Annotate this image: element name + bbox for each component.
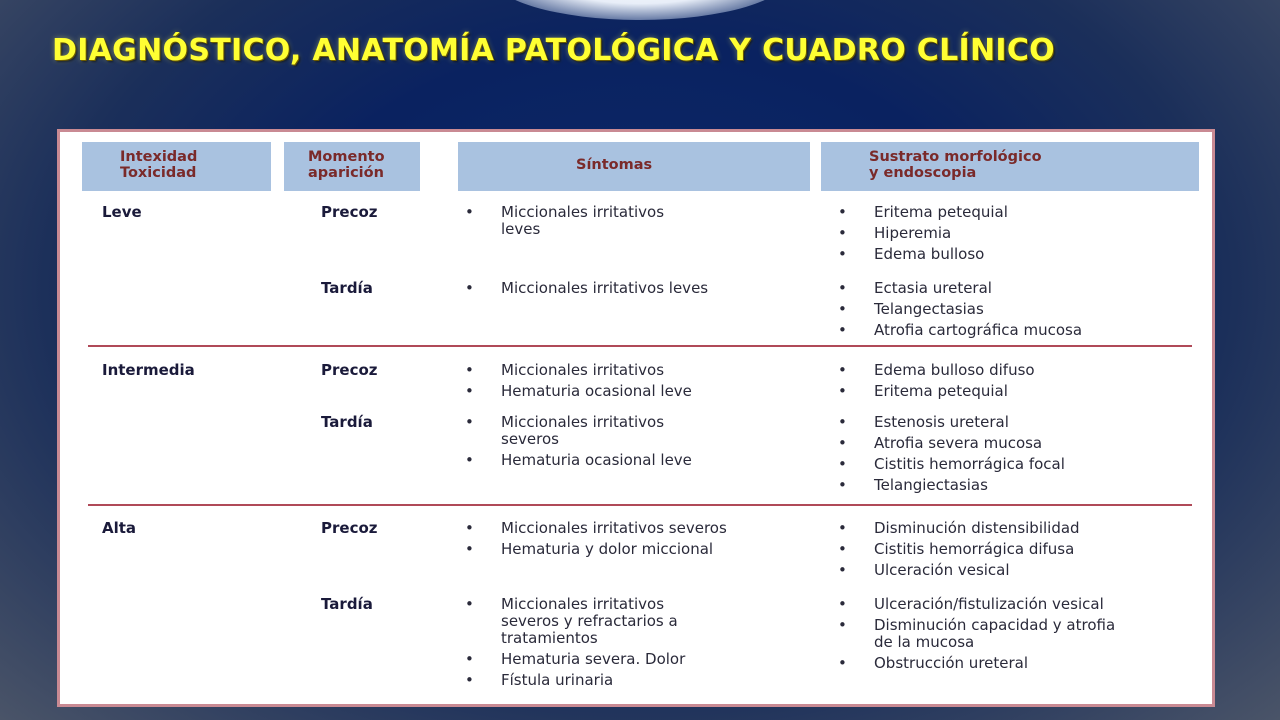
findings-list <box>838 520 1198 583</box>
list-item: • Miccionales irritativos severos y refractarios a tratamientos <box>465 596 805 647</box>
row-separator <box>88 345 1192 347</box>
list-item: • Telangectasias <box>838 301 1198 318</box>
header-symptoms-text: Síntomas <box>576 157 653 173</box>
moment-label: Tardía <box>321 279 373 297</box>
list-item: • Cistitis hemorrágica difusa <box>838 541 1198 558</box>
top-light-glow <box>490 0 790 20</box>
findings-list <box>838 596 1208 676</box>
list-item: • Hematuria y dolor miccional <box>465 541 805 558</box>
header-symptoms <box>458 142 810 191</box>
header-intensity-line2: Toxicidad <box>120 165 197 181</box>
header-substrate-line2: y endoscopia <box>869 165 977 181</box>
header-moment-line1: Momento <box>308 149 385 165</box>
list-item: • Miccionales irritativos severos <box>465 414 805 448</box>
findings-list <box>838 204 1198 267</box>
symptoms-list <box>465 280 805 301</box>
list-item: • Miccionales irritativos leves <box>465 280 805 297</box>
slide-title: DIAGNÓSTICO, ANATOMÍA PATOLÓGICA Y CUADRO CLÍNICO <box>52 33 1055 68</box>
intensity-intermedia: Intermedia <box>102 361 195 379</box>
header-moment-line2: aparición <box>308 165 384 181</box>
list-item: • Ectasia ureteral <box>838 280 1198 297</box>
list-item: • Hematuria ocasional leve <box>465 452 805 469</box>
symptoms-list <box>465 362 805 404</box>
list-item: • Atrofia cartográfica mucosa <box>838 322 1198 339</box>
moment-label: Tardía <box>321 413 373 431</box>
list-item: • Telangiectasias <box>838 477 1198 494</box>
list-item: • Cistitis hemorrágica focal <box>838 456 1198 473</box>
symptoms-list <box>465 520 805 562</box>
toxicity-table <box>57 129 1215 707</box>
list-item: • Fístula urinaria <box>465 672 805 689</box>
list-item: • Miccionales irritativos severos <box>465 520 805 537</box>
list-item: • Miccionales irritativos <box>465 362 805 379</box>
findings-list <box>838 280 1198 343</box>
list-item: • Edema bulloso <box>838 246 1198 263</box>
intensity-alta: Alta <box>102 519 137 537</box>
list-item: • Eritema petequial <box>838 204 1198 221</box>
symptoms-list <box>465 204 805 242</box>
findings-list <box>838 414 1198 498</box>
list-item: • Atrofia severa mucosa <box>838 435 1198 452</box>
moment-label: Precoz <box>321 203 378 221</box>
list-item: • Eritema petequial <box>838 383 1198 400</box>
header-substrate <box>821 142 1199 191</box>
symptoms-list <box>465 596 805 693</box>
list-item: • Hematuria severa. Dolor <box>465 651 805 668</box>
list-item: • Disminución distensibilidad <box>838 520 1198 537</box>
moment-label: Tardía <box>321 595 373 613</box>
symptoms-list <box>465 414 805 473</box>
header-intensity <box>82 142 271 191</box>
moment-label: Precoz <box>321 519 378 537</box>
list-item: • Ulceración vesical <box>838 562 1198 579</box>
list-item: • Hiperemia <box>838 225 1198 242</box>
list-item: • Ulceración/fistulización vesical <box>838 596 1208 613</box>
list-item: • Obstrucción ureteral <box>838 655 1208 672</box>
header-intensity-line1: Intexidad <box>120 149 198 165</box>
list-item: • Hematuria ocasional leve <box>465 383 805 400</box>
findings-list <box>838 362 1198 404</box>
moment-label: Precoz <box>321 361 378 379</box>
list-item: • Estenosis ureteral <box>838 414 1198 431</box>
header-substrate-line1: Sustrato morfológico <box>869 149 1042 165</box>
list-item: • Miccionales irritativos leves <box>465 204 805 238</box>
list-item: • Disminución capacidad y atrofia de la mucosa <box>838 617 1208 651</box>
row-separator <box>88 504 1192 506</box>
intensity-leve: Leve <box>102 203 142 221</box>
header-moment <box>284 142 420 191</box>
list-item: • Edema bulloso difuso <box>838 362 1198 379</box>
